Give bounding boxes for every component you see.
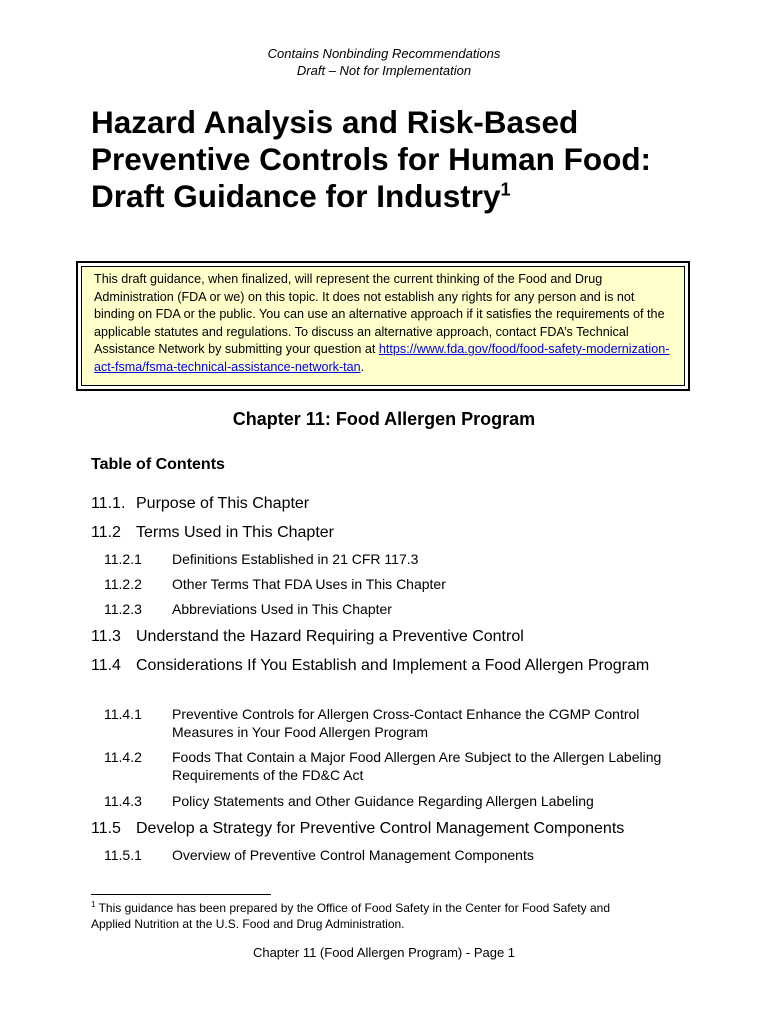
draft-notice-content <box>81 266 685 386</box>
draft-notice-box <box>76 261 690 391</box>
toc-item-11-5-1[interactable] <box>104 847 686 865</box>
toc-heading: Table of Contents <box>91 456 225 473</box>
toc-text: Understand the Hazard Requiring a Preventive Control <box>136 628 524 645</box>
toc-item-11-4-3[interactable] <box>104 793 686 811</box>
toc-text: Policy Statements and Other Guidance Regarding Allergen Labeling <box>172 793 594 809</box>
title-text: Hazard Analysis and Risk-Based Preventive Controls for Human Food: Draft Guidance for Industry <box>91 104 652 214</box>
toc-text: Definitions Established in 21 CFR 117.3 <box>172 551 419 567</box>
toc-item-11-3[interactable] <box>91 626 691 648</box>
toc-number: 11.2.2 <box>104 576 142 592</box>
toc-item-11-5[interactable] <box>91 818 691 840</box>
toc-text: Overview of Preventive Control Management Components <box>172 847 534 863</box>
header-draft: Draft – Not for Implementation <box>296 63 472 78</box>
toc-number: 11.4.3 <box>104 793 142 809</box>
toc-text: Considerations If You Establish and Implement a Food Allergen Program <box>136 657 650 674</box>
toc-item-11-4-1[interactable] <box>104 706 686 741</box>
toc-text: Purpose of This Chapter <box>136 495 310 512</box>
toc-number: 11.2 <box>91 524 121 541</box>
toc-text: Foods That Contain a Major Food Allergen Are Subject to the Allergen Labeling Requirements of the FD&C Act <box>172 749 662 783</box>
toc-number: 11.4 <box>91 657 121 674</box>
toc-number: 11.4.2 <box>104 749 142 765</box>
toc-item-11-2-1[interactable] <box>104 551 686 569</box>
document-title <box>91 104 711 215</box>
footnote-separator <box>91 894 271 895</box>
footnote-marker: 1 <box>91 900 96 909</box>
toc-text: Abbreviations Used in This Chapter <box>172 601 392 617</box>
notice-end: . <box>360 359 365 374</box>
toc-number: 11.1. <box>91 495 126 512</box>
chapter-heading: Chapter 11: Food Allergen Program <box>232 409 536 429</box>
toc-item-11-2-2[interactable] <box>104 576 686 594</box>
toc-item-11-2-3[interactable] <box>104 601 686 619</box>
header-nonbinding: Contains Nonbinding Recommendations <box>267 46 501 61</box>
toc-item-11-2[interactable] <box>91 522 691 544</box>
toc-text: Terms Used in This Chapter <box>136 524 334 541</box>
footnote <box>91 900 651 932</box>
toc-number: 11.2.1 <box>104 551 142 567</box>
notice-text: This draft guidance, when finalized, will represent the current thinking of the Food and Drug Administration (FDA or we) on this topic. It does not establish any rights for any person and is not binding on FDA or the public. You can use an alternative approach if it satisfies the requirements of the applicable statutes and regulations. To discuss an alternative approach, contact FDA’s Technical Assistance Network by submitting your question at <box>94 272 665 357</box>
toc-text: Other Terms That FDA Uses in This Chapter <box>172 576 446 592</box>
footnote-text: This guidance has been prepared by the Office of Food Safety in the Center for Food Safety and Applied Nutrition at the U.S. Food and Drug Administration. <box>91 901 610 931</box>
toc-item-11-1[interactable] <box>91 493 691 515</box>
tan-link[interactable]: https://www.fda.gov/food/food-safety-modernization-act-fsma/fsma-technical-assistance-network-tan <box>94 342 670 374</box>
toc-item-11-4-2[interactable] <box>104 749 686 784</box>
toc-text: Develop a Strategy for Preventive Control Management Components <box>136 820 625 837</box>
toc-number: 11.2.3 <box>104 601 142 617</box>
page-footer: Chapter 11 (Food Allergen Program) - Page 1 <box>252 945 516 960</box>
toc-number: 11.5 <box>91 820 121 837</box>
toc-number: 11.5.1 <box>104 847 142 863</box>
toc-text: Preventive Controls for Allergen Cross-Contact Enhance the CGMP Control Measures in Your Food Allergen Program <box>172 706 640 740</box>
toc-number: 11.3 <box>91 628 121 645</box>
toc-item-11-4[interactable] <box>91 655 691 677</box>
toc-number: 11.4.1 <box>104 706 142 722</box>
title-footnote-marker[interactable]: 1 <box>500 179 511 200</box>
